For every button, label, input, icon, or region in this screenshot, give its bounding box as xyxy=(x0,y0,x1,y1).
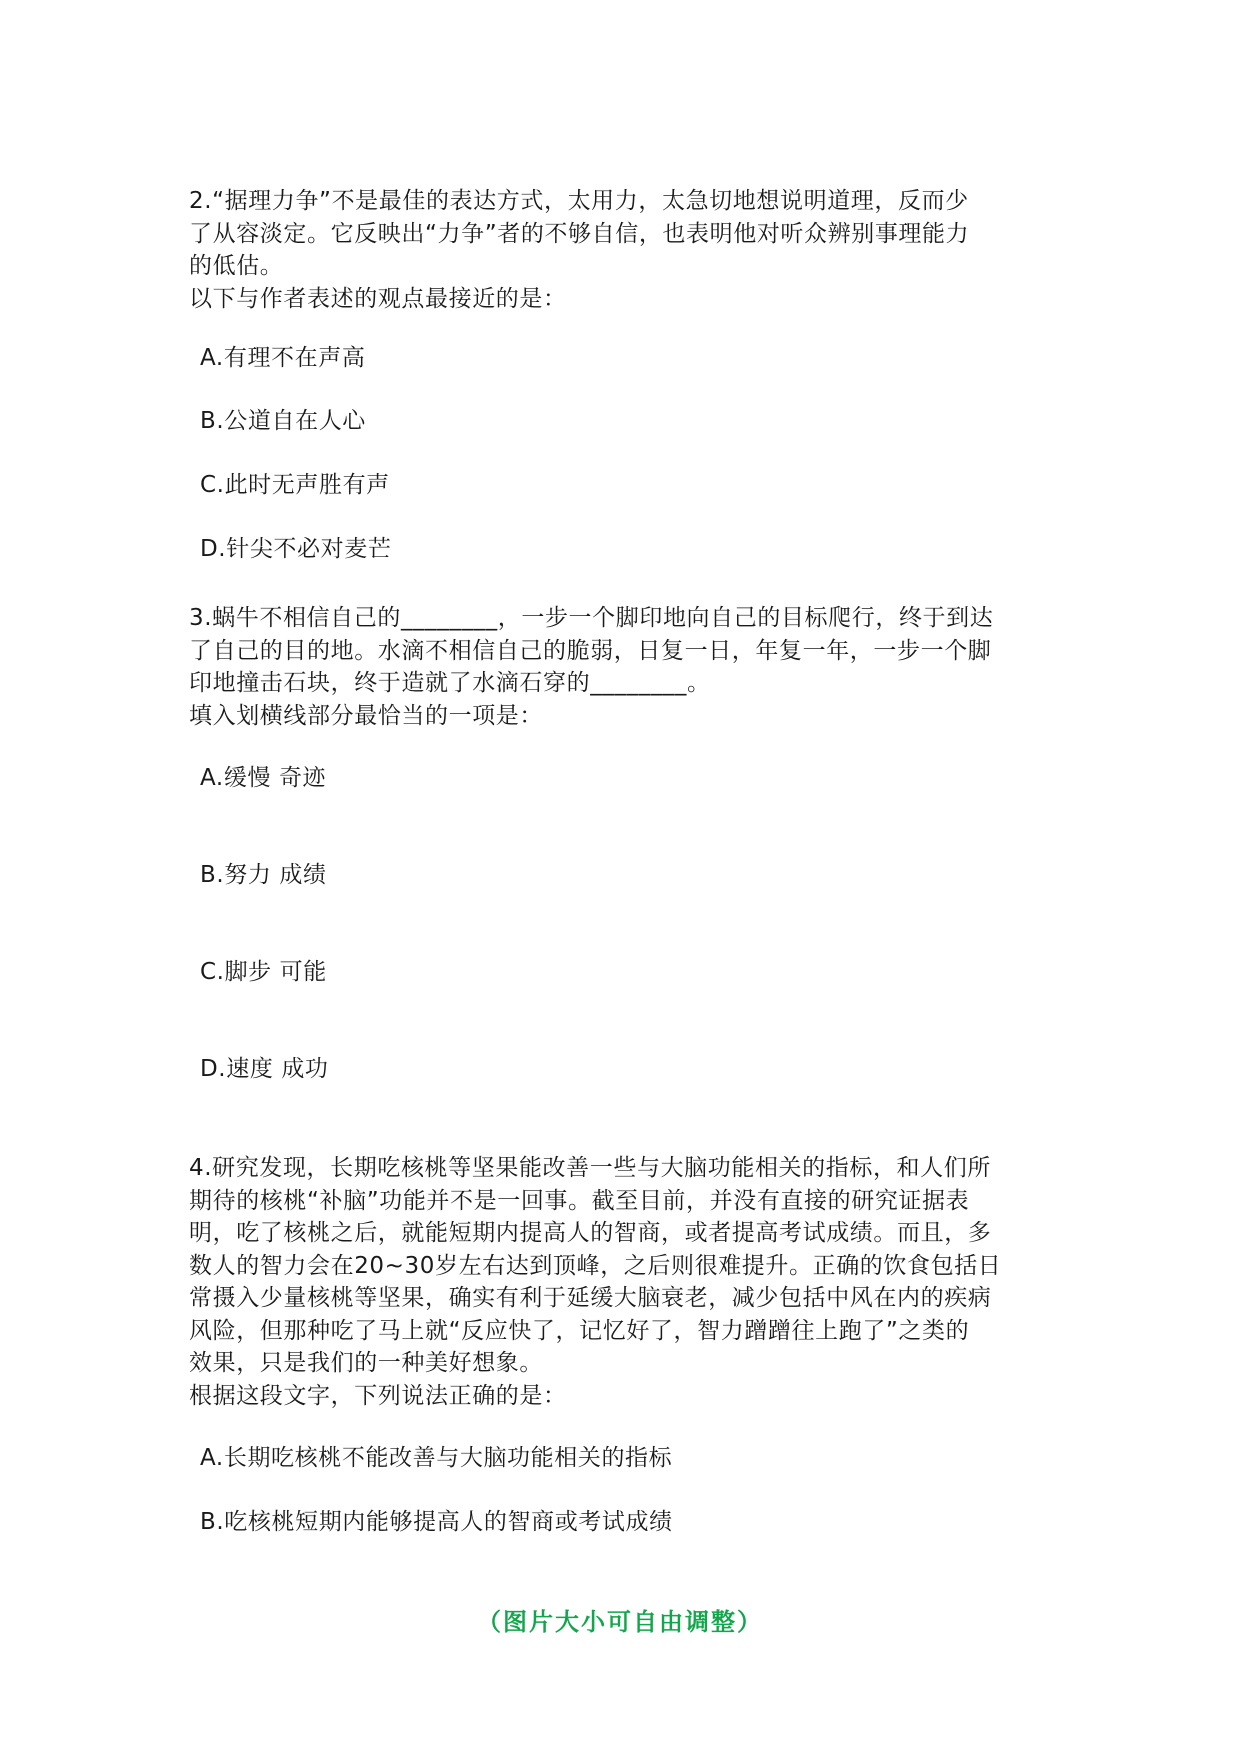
question-4-stem xyxy=(189,1152,1049,1412)
question-3-prompt: 填入划横线部分最恰当的一项是： xyxy=(189,702,543,729)
question-2-line: 2.“据理力争”不是最佳的表达方式，太用力，太急切地想说明道理，反而少 xyxy=(189,188,969,214)
question-4-line: 数人的智力会在20~30岁左右达到顶峰，之后则很难提升。正确的饮食包括日 xyxy=(189,1252,1002,1279)
question-3-stem xyxy=(189,602,1049,732)
question-4-line: 风险，但那种吃了马上就“反应快了，记忆好了，智力蹭蹭往上跑了”之类的 xyxy=(189,1317,970,1344)
question-2-line: 了从容淡定。它反映出“力争”者的不够自信，也表明他对听众辨别事理能力 xyxy=(189,220,970,247)
question-2-option-c: C.此时无声胜有声 xyxy=(200,472,390,498)
question-3-line: 3.蜗牛不相信自己的________，一步一个脚印地向自己的目标爬行，终于到达 xyxy=(189,605,994,631)
question-3-option-a: A.缓慢 奇迹 xyxy=(200,765,327,791)
question-4-line: 常摄入少量核桃等坚果，确实有利于延缓大脑衰老，减少包括中风在内的疾病 xyxy=(189,1285,992,1311)
question-4-option-a: A.长期吃核桃不能改善与大脑功能相关的指标 xyxy=(200,1445,673,1471)
footer-note: （图片大小可自由调整） xyxy=(477,1608,763,1636)
question-3-option-c: C.脚步 可能 xyxy=(200,959,327,985)
question-3-option-d: D.速度 成功 xyxy=(200,1056,329,1082)
question-2-option-b: B.公道自在人心 xyxy=(200,408,366,434)
question-4-line: 期待的核桃“补脑”功能并不是一回事。截至目前，并没有直接的研究证据表 xyxy=(189,1187,970,1214)
question-2-prompt: 以下与作者表述的观点最接近的是： xyxy=(189,285,567,312)
question-3-line: 印地撞击石块，终于造就了水滴石穿的________。 xyxy=(189,670,711,696)
question-3-option-b: B.努力 成绩 xyxy=(200,862,327,888)
question-4-line: 效果，只是我们的一种美好想象。 xyxy=(189,1350,543,1376)
question-3-line: 了自己的目的地。水滴不相信自己的脆弱，日复一日，年复一年，一步一个脚 xyxy=(189,637,992,664)
question-2-stem xyxy=(189,185,1049,315)
question-2-option-d: D.针尖不必对麦芒 xyxy=(200,536,392,562)
question-4-line: 4.研究发现，长期吃核桃等坚果能改善一些与大脑功能相关的指标，和人们所 xyxy=(189,1155,991,1181)
question-4-line: 明，吃了核桃之后，就能短期内提高人的智商，或者提高考试成绩。而且，多 xyxy=(189,1220,992,1246)
question-2-line: 的低估。 xyxy=(189,253,284,279)
question-2-option-a: A.有理不在声高 xyxy=(200,345,366,371)
question-4-prompt: 根据这段文字，下列说法正确的是： xyxy=(189,1382,567,1409)
question-4-option-b: B.吃核桃短期内能够提高人的智商或考试成绩 xyxy=(200,1509,673,1535)
